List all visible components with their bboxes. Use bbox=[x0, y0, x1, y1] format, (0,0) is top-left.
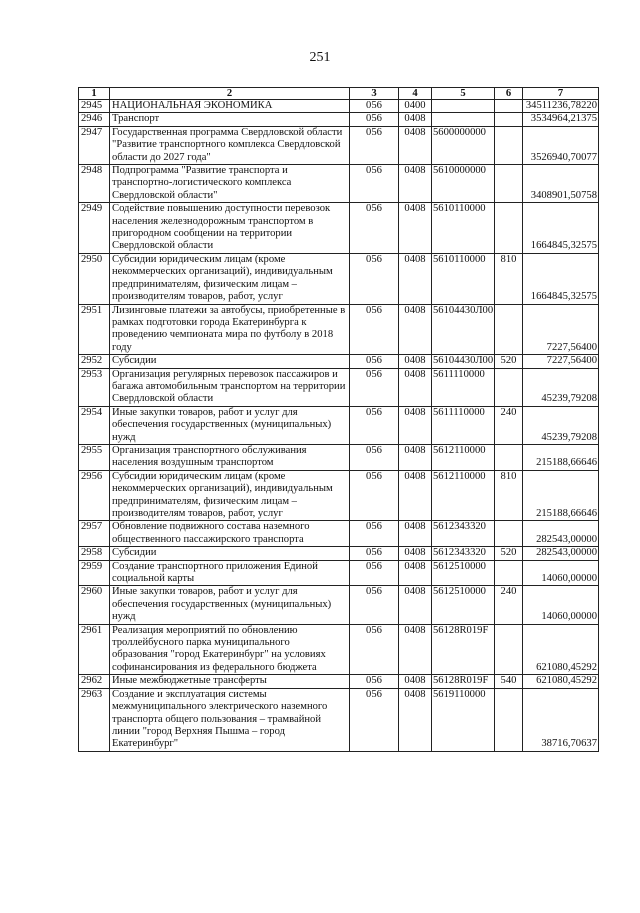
cell-c6 bbox=[495, 624, 523, 675]
cell-c5: 5612343320 bbox=[432, 521, 495, 547]
cell-c6 bbox=[495, 100, 523, 113]
cell-c5: 5619110000 bbox=[432, 688, 495, 751]
cell-c6: 240 bbox=[495, 406, 523, 444]
cell-c6 bbox=[495, 444, 523, 470]
cell-c7: 14060,00000 bbox=[523, 560, 599, 586]
cell-n: 2959 bbox=[79, 560, 110, 586]
cell-c7: 7227,56400 bbox=[523, 304, 599, 355]
cell-c4: 0408 bbox=[399, 113, 432, 126]
cell-c3: 056 bbox=[350, 100, 399, 113]
table-row bbox=[79, 675, 599, 688]
cell-c3: 056 bbox=[350, 113, 399, 126]
cell-c5: 5612510000 bbox=[432, 586, 495, 624]
column-header: 3 bbox=[350, 88, 399, 100]
column-header: 2 bbox=[110, 88, 350, 100]
cell-c6 bbox=[495, 165, 523, 203]
cell-c4: 0408 bbox=[399, 406, 432, 444]
cell-name: Организация транспортного обслуживания населения воздушным транспортом bbox=[110, 444, 350, 470]
cell-name: Иные закупки товаров, работ и услуг для обеспечения государственных (муниципальных) нужд bbox=[110, 406, 350, 444]
cell-c4: 0408 bbox=[399, 624, 432, 675]
cell-c3: 056 bbox=[350, 521, 399, 547]
cell-c5 bbox=[432, 113, 495, 126]
table-row bbox=[79, 560, 599, 586]
cell-name: Субсидии юридическим лицам (кроме некоммерческих организаций), индивидуальным предпринимателям, физическим лицам – производителям товаров, работ, услуг bbox=[110, 253, 350, 304]
cell-c5: 56128R019F bbox=[432, 675, 495, 688]
cell-name: Субсидии юридическим лицам (кроме некоммерческих организаций), индивидуальным предпринимателям, физическим лицам – производителям товаров, работ, услуг bbox=[110, 470, 350, 521]
cell-n: 2952 bbox=[79, 355, 110, 368]
column-header: 5 bbox=[432, 88, 495, 100]
cell-name: Создание транспортного приложения Единой социальной карты bbox=[110, 560, 350, 586]
cell-c6: 810 bbox=[495, 470, 523, 521]
cell-c4: 0408 bbox=[399, 355, 432, 368]
cell-name: Иные закупки товаров, работ и услуг для обеспечения государственных (муниципальных) нужд bbox=[110, 586, 350, 624]
table-row bbox=[79, 126, 599, 164]
cell-c6 bbox=[495, 126, 523, 164]
cell-c6: 520 bbox=[495, 355, 523, 368]
budget-table bbox=[78, 87, 599, 752]
cell-c4: 0408 bbox=[399, 304, 432, 355]
cell-c6 bbox=[495, 688, 523, 751]
cell-c3: 056 bbox=[350, 624, 399, 675]
cell-c3: 056 bbox=[350, 406, 399, 444]
cell-c3: 056 bbox=[350, 444, 399, 470]
cell-n: 2949 bbox=[79, 203, 110, 254]
cell-n: 2960 bbox=[79, 586, 110, 624]
cell-c5: 5600000000 bbox=[432, 126, 495, 164]
cell-c6 bbox=[495, 560, 523, 586]
cell-name: Субсидии bbox=[110, 547, 350, 560]
cell-name: Создание и эксплуатация системы межмуниципального электрического наземного транспорта общего пользования – трамвайной линии "город Верхняя Пышма – город Екатеринбург" bbox=[110, 688, 350, 751]
cell-c4: 0408 bbox=[399, 470, 432, 521]
table-row bbox=[79, 368, 599, 406]
cell-c4: 0408 bbox=[399, 547, 432, 560]
cell-n: 2956 bbox=[79, 470, 110, 521]
cell-c7: 621080,45292 bbox=[523, 675, 599, 688]
cell-c6 bbox=[495, 368, 523, 406]
cell-name: Содействие повышению доступности перевозок населения железнодорожным транспортом в пригородном сообщении на территории Свердловской области bbox=[110, 203, 350, 254]
cell-name: Обновление подвижного состава наземного общественного пассажирского транспорта bbox=[110, 521, 350, 547]
table-row bbox=[79, 113, 599, 126]
table-row bbox=[79, 100, 599, 113]
cell-name: Субсидии bbox=[110, 355, 350, 368]
cell-c6: 240 bbox=[495, 586, 523, 624]
cell-c5: 5611110000 bbox=[432, 406, 495, 444]
cell-c5: 56104430Л00 bbox=[432, 304, 495, 355]
cell-c5: 5610110000 bbox=[432, 253, 495, 304]
cell-c5: 5610110000 bbox=[432, 203, 495, 254]
cell-c3: 056 bbox=[350, 126, 399, 164]
cell-n: 2958 bbox=[79, 547, 110, 560]
cell-c5: 5612110000 bbox=[432, 444, 495, 470]
cell-c7: 45239,79208 bbox=[523, 368, 599, 406]
cell-c5: 5610000000 bbox=[432, 165, 495, 203]
cell-c3: 056 bbox=[350, 355, 399, 368]
cell-c6 bbox=[495, 304, 523, 355]
cell-c5: 5612110000 bbox=[432, 470, 495, 521]
cell-name: Подпрограмма "Развитие транспорта и транспортно-логистического комплекса Свердловской области" bbox=[110, 165, 350, 203]
cell-n: 2947 bbox=[79, 126, 110, 164]
cell-name: Иные межбюджетные трансферты bbox=[110, 675, 350, 688]
cell-c4: 0408 bbox=[399, 444, 432, 470]
cell-c7: 3526940,70077 bbox=[523, 126, 599, 164]
table-row bbox=[79, 406, 599, 444]
cell-c5: 5612343320 bbox=[432, 547, 495, 560]
cell-c7: 45239,79208 bbox=[523, 406, 599, 444]
cell-c4: 0408 bbox=[399, 521, 432, 547]
cell-c5 bbox=[432, 100, 495, 113]
cell-name: Государственная программа Свердловской области "Развитие транспортного комплекса Свердловской области до 2027 года" bbox=[110, 126, 350, 164]
table-row bbox=[79, 165, 599, 203]
cell-c3: 056 bbox=[350, 368, 399, 406]
cell-c3: 056 bbox=[350, 253, 399, 304]
cell-c5: 56104430Л00 bbox=[433, 355, 494, 367]
cell-c4: 0408 bbox=[399, 675, 432, 688]
cell-c4: 0408 bbox=[399, 203, 432, 254]
cell-c6: 810 bbox=[495, 253, 523, 304]
cell-n: 2954 bbox=[79, 406, 110, 444]
cell-c7: 215188,66646 bbox=[523, 444, 599, 470]
cell-c7: 34511236,78220 bbox=[523, 100, 599, 113]
cell-c3: 056 bbox=[350, 560, 399, 586]
cell-c7: 282543,00000 bbox=[523, 547, 599, 560]
cell-name: НАЦИОНАЛЬНАЯ ЭКОНОМИКА bbox=[110, 100, 350, 113]
cell-c7: 3408901,50758 bbox=[523, 165, 599, 203]
column-header: 7 bbox=[523, 88, 599, 100]
cell-c6 bbox=[495, 113, 523, 126]
table-row bbox=[79, 355, 599, 368]
cell-n: 2963 bbox=[79, 688, 110, 751]
cell-n: 2961 bbox=[79, 624, 110, 675]
cell-name: Организация регулярных перевозок пассажиров и багажа автомобильным транспортом на территории Свердловской области bbox=[110, 368, 350, 406]
cell-c6 bbox=[495, 521, 523, 547]
column-header: 1 bbox=[79, 88, 110, 100]
table-row bbox=[79, 521, 599, 547]
cell-n: 2957 bbox=[79, 521, 110, 547]
cell-c3: 056 bbox=[350, 470, 399, 521]
cell-c4: 0408 bbox=[399, 368, 432, 406]
cell-c3: 056 bbox=[350, 165, 399, 203]
cell-c4: 0408 bbox=[399, 560, 432, 586]
cell-c3: 056 bbox=[350, 586, 399, 624]
cell-c3: 056 bbox=[350, 675, 399, 688]
cell-c7: 3534964,21375 bbox=[523, 113, 599, 126]
table-row bbox=[79, 624, 599, 675]
cell-c4: 0408 bbox=[399, 165, 432, 203]
cell-c7: 7227,56400 bbox=[523, 355, 599, 368]
column-header: 4 bbox=[399, 88, 432, 100]
cell-c4: 0408 bbox=[399, 688, 432, 751]
cell-c5: 56128R019F bbox=[432, 624, 495, 675]
cell-c3: 056 bbox=[350, 203, 399, 254]
table-row bbox=[79, 203, 599, 254]
cell-c5: 5612510000 bbox=[432, 560, 495, 586]
table-row bbox=[79, 470, 599, 521]
header-row bbox=[79, 88, 599, 100]
cell-c7: 282543,00000 bbox=[523, 521, 599, 547]
cell-n: 2951 bbox=[79, 304, 110, 355]
cell-c7: 621080,45292 bbox=[523, 624, 599, 675]
cell-c6 bbox=[495, 203, 523, 254]
cell-c3: 056 bbox=[350, 304, 399, 355]
cell-n: 2953 bbox=[79, 368, 110, 406]
table-row bbox=[79, 304, 599, 355]
table-row bbox=[79, 547, 599, 560]
table-row bbox=[79, 688, 599, 751]
cell-c3: 056 bbox=[350, 688, 399, 751]
cell-c4: 0408 bbox=[399, 253, 432, 304]
cell-c6: 540 bbox=[495, 675, 523, 688]
cell-name: Транспорт bbox=[110, 113, 350, 126]
cell-c4: 0400 bbox=[399, 100, 432, 113]
cell-n: 2950 bbox=[79, 253, 110, 304]
cell-n: 2946 bbox=[79, 113, 110, 126]
cell-c7: 38716,70637 bbox=[523, 688, 599, 751]
cell-c4: 0408 bbox=[399, 586, 432, 624]
cell-c4: 0408 bbox=[399, 126, 432, 164]
cell-n: 2962 bbox=[79, 675, 110, 688]
cell-n: 2955 bbox=[79, 444, 110, 470]
cell-c7: 215188,66646 bbox=[523, 470, 599, 521]
cell-c5: 5611110000 bbox=[432, 368, 495, 406]
cell-c7: 14060,00000 bbox=[523, 586, 599, 624]
table-row bbox=[79, 444, 599, 470]
cell-c6: 520 bbox=[495, 547, 523, 560]
cell-n: 2945 bbox=[79, 100, 110, 113]
table-row bbox=[79, 253, 599, 304]
page-number: 251 bbox=[309, 50, 331, 65]
cell-c7: 1664845,32575 bbox=[523, 203, 599, 254]
cell-c3: 056 bbox=[350, 547, 399, 560]
column-header: 6 bbox=[495, 88, 523, 100]
cell-name: Лизинговые платежи за автобусы, приобретенные в рамках подготовки города Екатеринбурга к проведению чемпионата мира по футболу в 2018 году bbox=[110, 304, 350, 355]
cell-c7: 1664845,32575 bbox=[523, 253, 599, 304]
table-row bbox=[79, 586, 599, 624]
cell-n: 2948 bbox=[79, 165, 110, 203]
cell-name: Реализация мероприятий по обновлению троллейбусного парка муниципального образования "город Екатеринбург" на условиях софинансирования из федерального бюджета bbox=[110, 624, 350, 675]
